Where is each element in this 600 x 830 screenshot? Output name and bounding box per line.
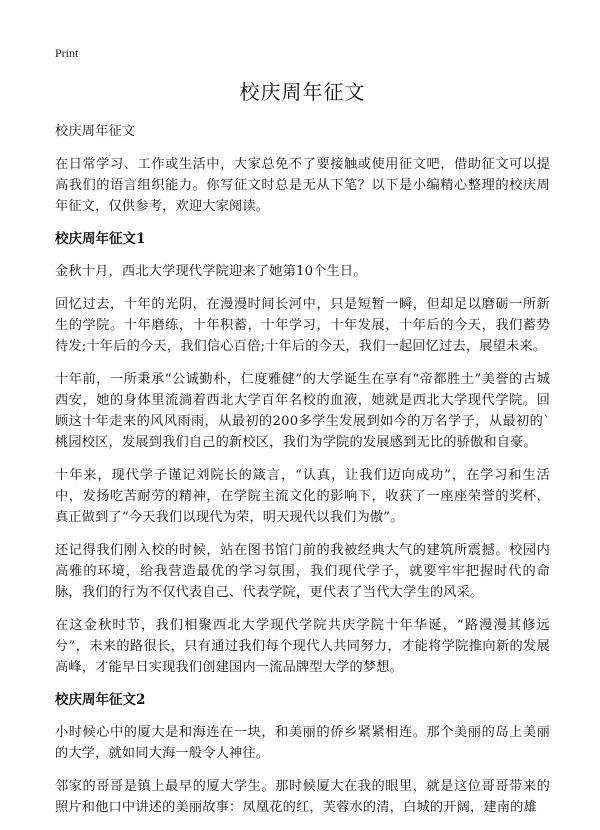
intro-paragraph: 在日常学习、工作或生活中，大家总免不了要接触或使用征文吧，借助征文可以提高我们的语言组织能力。你写征文时总是无从下笔？以下是小编精心整理的校庆周年征文，仅供参考，欢迎大家阅读。 [55,157,550,214]
section-heading: 校庆周年征文1 [55,231,146,247]
paragraph: 还记得我们刚入校的时候，站在图书馆门前的我被经典大气的建筑所震撼。校园内高雅的环境，给我营造最优的学习氛围，我们现代学子，就要牢牢把握时代的命脉，我们的行为不仅代表自己、代表学院，更代表了当代大学生的风采。 [55,543,550,600]
paragraph: 邻家的哥哥是镇上最早的厦大学生。那时候厦大在我的眼里，就是这位哥哥带来的照片和他口中讲述的美丽故事：凤凰花的红，芙蓉水的清，白城的开阔，建南的雄 [55,779,550,815]
paragraph: 十年来，现代学子谨记刘院长的箴言，“认真，让我们迈向成功”，在学习和生活中，发扬吃苦耐劳的精神，在学院主流文化的影响下，收获了一座座荣誉的奖杯，真正做到了“今天我们以现代为荣，明天现代以我们为傲”。 [55,468,550,525]
paragraph: 小时候心中的厦大是和海连在一块，和美丽的侨乡紧紧相连。那个美丽的岛上美丽的大学，就如同大海一般令人神往。 [55,725,550,761]
document-title: 校庆周年征文 [239,80,366,104]
document-subtitle: 校庆周年征文 [55,124,136,139]
paragraph: 十年前，一所秉承“公诚勤朴，仁度雅健”的大学诞生在享有“帝都胜土”美誉的古城西安，她的身体里流淌着西北大学百年名校的血液，她就是西北大学现代学院。回顾这十年走来的风风雨雨，从最初的200多学生发展到如今的万名学子，从最初的`桃园校区，发展到我们自己的新校区，我们为学院的发展感到无比的骄傲和自豪。 [55,372,550,450]
section-heading: 校庆周年征文2 [55,692,146,708]
paragraph: 在这金秋时节，我们相聚西北大学现代学院共庆学院十年华诞，“路漫漫其修远兮”，未来的路很长，只有通过我们每个现代人共同努力，才能将学院推向新的发展高峰，才能早日实现我们创建国内一流品牌型大学的梦想。 [55,618,550,675]
paragraph: 回忆过去，十年的光阴，在漫漫时间长河中，只是短暂一瞬，但却足以磨砺一所新生的学院。十年磨练，十年积蓄，十年学习，十年发展，十年后的今天，我们蓄势待发;十年后的今天，我们信心百倍;十年后的今天，我们一起回忆过去，展望未来。 [55,297,550,354]
document-body [55,76,550,830]
paragraph: 金秋十月，西北大学现代学院迎来了她第10个生日。 [55,264,367,279]
print-link[interactable]: Print [55,46,79,60]
